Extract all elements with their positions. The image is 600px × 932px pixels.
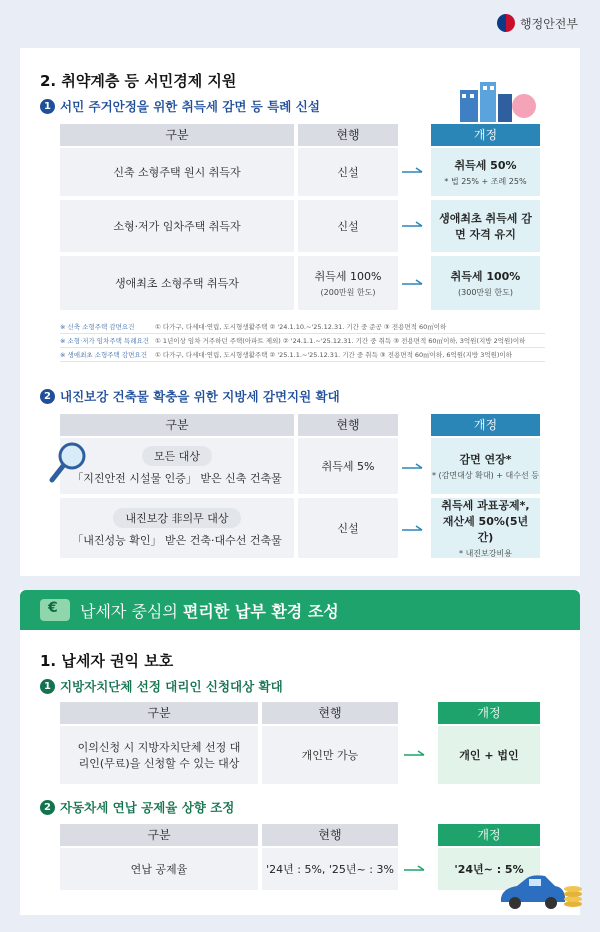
table-row-current: 개인만 가능 (262, 726, 398, 784)
number-badge: 2 (40, 389, 55, 404)
revised-value: 취득세 과표공제*, 재산세 50%(5년간) (441, 499, 530, 544)
table-row-revised: 개인 + 법인 (438, 726, 540, 784)
banner-prefix: 납세자 중심의 (80, 601, 183, 621)
subsection-title: 내진보강 건축물 확충을 위한 지방세 감면지원 확대 (60, 389, 340, 404)
number-badge: 1 (40, 679, 55, 694)
table-row-current: 신설 (298, 200, 398, 252)
col-header-revised: 개정 (438, 824, 540, 846)
table-row-revised (431, 438, 540, 494)
revised-note: * 법 25% + 조례 25% (444, 177, 527, 186)
col-header-category: 구분 (60, 414, 294, 436)
section-title: 2. 취약계층 등 서민경제 지원 (40, 72, 237, 90)
table-row-revised (431, 148, 540, 196)
target-pill: 내진보강 非의무 대상 (113, 508, 240, 528)
table-row-current: 취득세 5% (298, 438, 398, 494)
arrow-icon (402, 166, 424, 176)
taegeuk-logo-icon (497, 14, 515, 32)
col-header-category: 구분 (60, 124, 294, 146)
arrow-icon (404, 749, 426, 759)
table-row-category: 소형·저가 임차주택 취득자 (60, 200, 294, 252)
revised-note: * 내진보강비용 (459, 549, 512, 558)
table-row-current: 신설 (298, 148, 398, 196)
agency-logo (497, 14, 578, 32)
table-row-revised: 생애최초 취득세 감면 자격 유지 (431, 200, 540, 252)
category-text: 「지진안전 시설물 인증」 받은 신축 건축물 (72, 472, 282, 485)
subsection-title: 서민 주거안정을 위한 취득세 감면 등 특례 신설 (60, 99, 320, 114)
revised-value: 감면 연장* (459, 453, 512, 466)
banner-bold: 편리한 납부 환경 조성 (182, 601, 339, 621)
number-badge: 1 (40, 99, 55, 114)
subsection-title: 지방자치단체 선정 대리인 신청대상 확대 (60, 679, 283, 694)
table-row-revised (431, 256, 540, 310)
table-row-revised: '24년~ : 5% (438, 848, 540, 890)
table-row-current: 신설 (298, 498, 398, 558)
subsection-title: 자동차세 연납 공제율 상향 조정 (60, 800, 235, 815)
table-row-category: 생애최초 소형주택 취득자 (60, 256, 294, 310)
car-and-coins-icon (497, 868, 585, 912)
col-header-revised: 개정 (431, 414, 540, 436)
col-header-current: 현행 (262, 824, 398, 846)
section-title: 1. 납세자 권익 보호 (40, 652, 174, 670)
magnifier-icon (48, 440, 88, 484)
footnotes (60, 320, 545, 362)
section-banner (20, 590, 580, 630)
col-header-current: 현행 (298, 124, 398, 146)
col-header-current: 현행 (298, 414, 398, 436)
subsection-heading-4 (40, 798, 234, 816)
col-header-current: 현행 (262, 702, 398, 724)
table-row-category: 신축 소형주택 원시 취득자 (60, 148, 294, 196)
category-text: 「내진성능 확인」 받은 건축·대수선 건축물 (72, 534, 282, 547)
agency-name: 행정안전부 (520, 16, 578, 31)
revised-note: (300만원 한도) (458, 288, 513, 297)
target-pill: 모든 대상 (142, 446, 212, 466)
table-row-revised (431, 498, 540, 558)
table-row-category (60, 498, 294, 558)
revised-value: 취득세 50% (454, 159, 517, 172)
buildings-illustration-icon (452, 76, 542, 122)
col-header-revised: 개정 (431, 124, 540, 146)
table-row-current (298, 256, 398, 310)
arrow-icon (402, 220, 424, 230)
footnote-item: ※ 신축 소형주택 감면요건 ① 다가구, 다세대·연립, 도시형생활주택 ② '24.1.10.~'25.12.31. 기간 중 준공 ③ 전용면적 60㎡이하 (60, 320, 545, 334)
revised-note: * (감면대상 확대) + 대수선 등 (432, 471, 539, 480)
footnote-item: ※ 소형·저가 임차주택 특례요건 ① 1년이상 임차 거주하던 주택(아파트 제외) ② '24.1.1.~'25.12.31. 기간 중 취득 ③ 전용면적 60㎡이하, 3억원(지방 2억원)이하 (60, 334, 545, 348)
arrow-icon (402, 462, 424, 472)
subsection-heading-3 (40, 677, 283, 695)
table-row-category (60, 438, 294, 494)
revised-value: 취득세 100% (450, 270, 521, 283)
col-header-category: 구분 (60, 702, 258, 724)
arrow-icon (402, 524, 424, 534)
col-header-category: 구분 (60, 824, 258, 846)
current-note: (200만원 한도) (320, 288, 376, 297)
footnote-item: ※ 생애최초 소형주택 감면요건 ① 다가구, 다세대·연립, 도시형생활주택 ② '25.1.1.~'25.12.31. 기간 중 취득 ③ 전용면적 60㎡이하, 6억원(지방 3억원)이하 (60, 348, 545, 362)
tax-payment-icon (40, 599, 70, 621)
current-value: 취득세 100% (314, 270, 382, 283)
number-badge: 2 (40, 800, 55, 815)
subsection-heading-1 (40, 97, 320, 115)
col-header-revised: 개정 (438, 702, 540, 724)
table-row-category: 이의신청 시 지방자치단체 선정 대리인(무료)을 신청할 수 있는 대상 (60, 726, 258, 784)
arrow-icon (402, 278, 424, 288)
subsection-heading-2 (40, 387, 340, 405)
table-row-current: '24년 : 5%, '25년~ : 3% (262, 848, 398, 890)
table-row-category: 연납 공제율 (60, 848, 258, 890)
arrow-icon (404, 864, 426, 874)
